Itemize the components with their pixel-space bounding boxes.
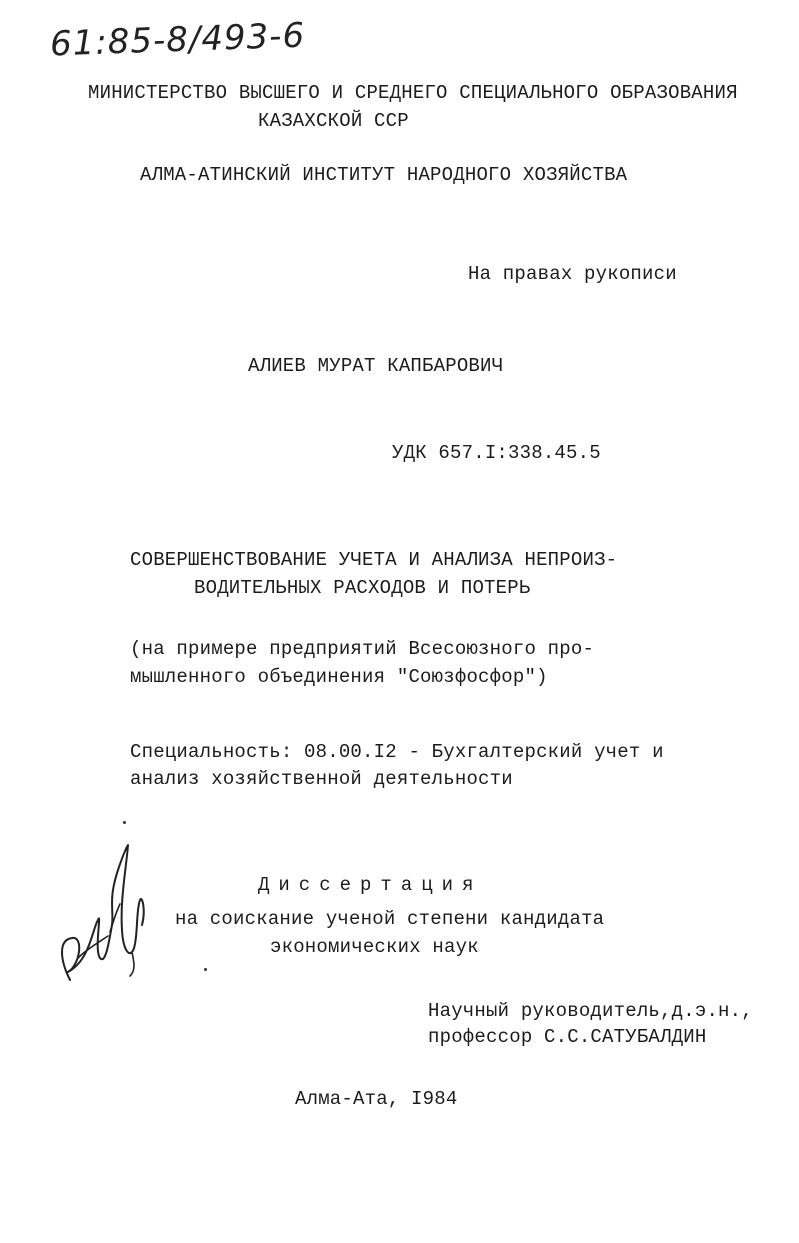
title-line-1: СОВЕРШЕНСТВОВАНИЕ УЧЕТА И АНАЛИЗА НЕПРОИЗ- [130, 549, 618, 571]
title-line-2: ВОДИТЕЛЬНЫХ РАСХОДОВ И ПОТЕРЬ [194, 577, 531, 599]
ministry-line-2: КАЗАХСКОЙ ССР [258, 110, 409, 132]
dissertation-line-1: на соискание ученой степени кандидата [175, 908, 605, 930]
ministry-line-1: МИНИСТЕРСТВО ВЫСШЕГО И СРЕДНЕГО СПЕЦИАЛЬНОГО ОБРАЗОВАНИЯ [88, 82, 738, 104]
subtitle-line-1: (на примере предприятий Всесоюзного про- [130, 638, 595, 660]
author-name: АЛИЕВ МУРАТ КАПБАРОВИЧ [248, 355, 504, 377]
dissertation-line-2: экономических наук [270, 936, 479, 958]
specialty-line-2: анализ хозяйственной деятельности [130, 768, 513, 790]
manuscript-rights: На правах рукописи [468, 263, 677, 285]
handwritten-signature [50, 840, 160, 990]
specialty-line-1: Специальность: 08.00.I2 - Бухгалтерский учет и [130, 741, 664, 763]
supervisor-line-2: профессор С.С.САТУБАЛДИН [428, 1026, 707, 1048]
ink-dot [123, 821, 126, 824]
institute-name: АЛМА-АТИНСКИЙ ИНСТИТУТ НАРОДНОГО ХОЗЯЙСТВА [140, 164, 628, 186]
udc-code: УДК 657.I:338.45.5 [392, 442, 601, 464]
supervisor-line-1: Научный руководитель,д.э.н., [428, 1000, 753, 1022]
subtitle-line-2: мышленного объединения "Союзфосфор") [130, 666, 548, 688]
ink-dot [204, 968, 207, 971]
dissertation-label: Диссертация [258, 874, 483, 896]
handwritten-archive-number: 61:85-8/493-6 [49, 15, 306, 65]
place-and-year: Алма-Ата, I984 [295, 1088, 458, 1110]
